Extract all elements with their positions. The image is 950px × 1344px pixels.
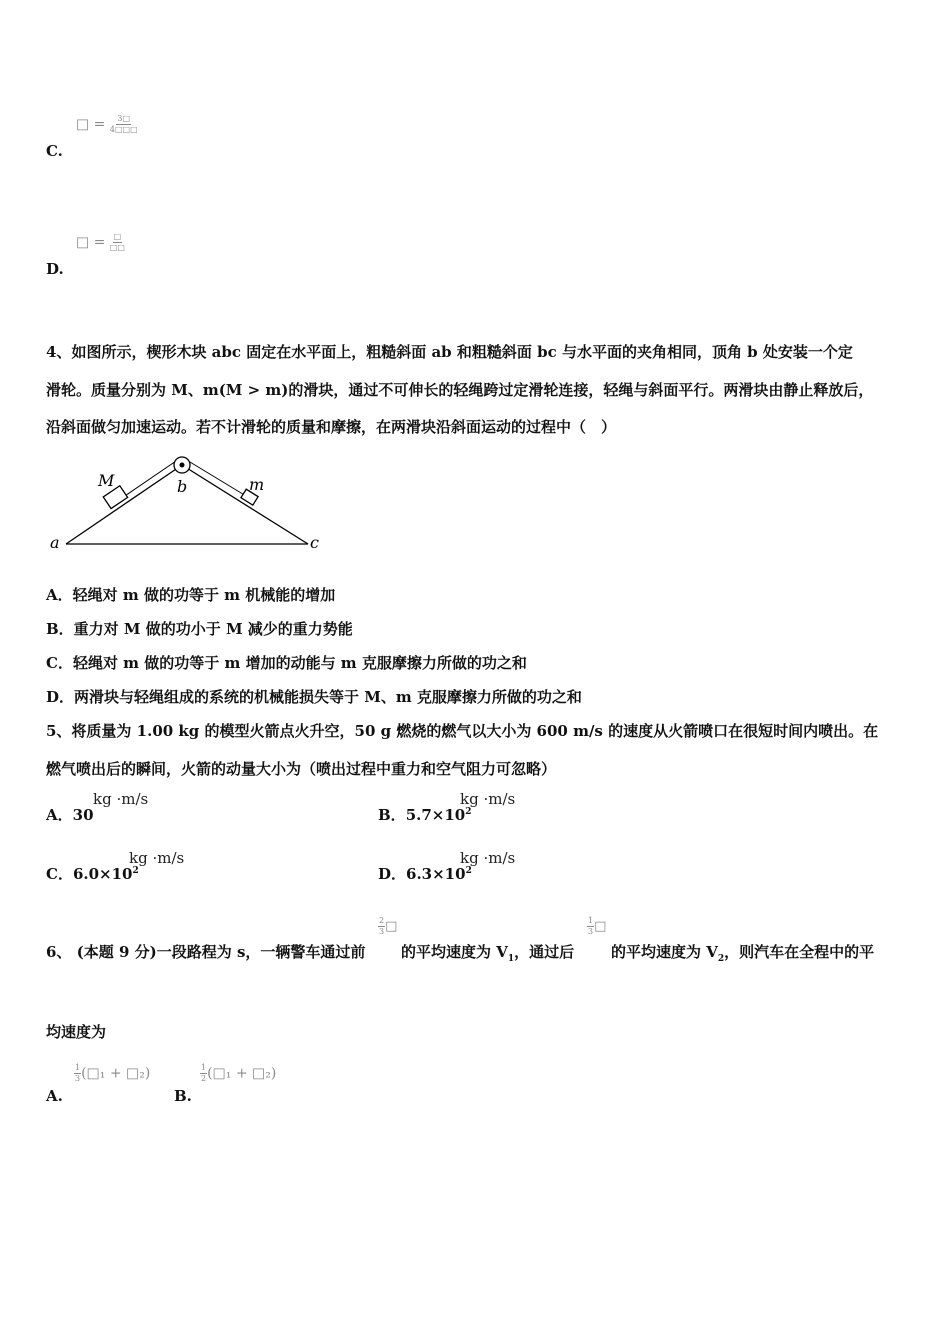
q6-stem-line2: 均速度为 xyxy=(46,1023,107,1041)
slope-bc xyxy=(182,465,308,544)
label-M: M xyxy=(98,471,115,490)
label-m: m xyxy=(249,475,265,494)
q5-stem-line1: 5、将质量为 1.00 kg 的模型火箭点火升空，50 g 燃烧的燃气以大小为 600 m/s 的速度从火箭喷口在很短时间内喷出。在 xyxy=(46,722,879,740)
q6-optA-formula: $\frac{1}{3}$ (□₁ + □₂) xyxy=(75,1063,151,1083)
q4-option-b: B．重力对 M 做的功小于 M 减少的重力势能 xyxy=(46,620,353,638)
q5-option-a: A．30 xyxy=(46,806,94,824)
q5-option-d-unit: kg ·m/s xyxy=(460,849,516,867)
q4-stem-line3: 沿斜面做匀加速运动。若不计滑轮的质量和摩擦，在两滑块沿斜面运动的过程中（ ） xyxy=(46,418,617,436)
q6-stem-part2: 的平均速度为 $V_1$，通过后 xyxy=(401,943,575,964)
q4-option-a: A．轻绳对 m 做的功等于 m 机械能的增加 xyxy=(46,586,336,604)
label-b: b xyxy=(177,477,188,496)
q4-stem-line2: 滑轮。质量分别为 M、m(M > m)的滑块，通过不可伸长的轻绳跨过定滑轮连接，轻绳与斜面平行。两滑块由静止释放后， xyxy=(46,381,874,399)
q6-optB-formula: $\frac{1}{2}$ (□₁ + □₂) xyxy=(201,1063,277,1083)
q5-stem-line2: 燃气喷出后的瞬间，火箭的动量大小为（喷出过程中重力和空气阻力可忽略） xyxy=(46,760,557,778)
q3-optD-formula: □ = $\frac{□}{□□}$ xyxy=(76,232,125,252)
q6-optA-label: A. xyxy=(46,1087,63,1105)
q6-frac2: $\frac{1}{3}$ □ xyxy=(588,916,607,936)
q5-option-b-unit: kg ·m/s xyxy=(460,790,516,808)
q4-option-c: C．轻绳对 m 做的功等于 m 增加的动能与 m 克服摩擦力所做的功之和 xyxy=(46,654,527,672)
q6-frac1: $\frac{2}{3}$ □ xyxy=(379,916,398,936)
q5-option-d: D．$6.3\times 10^2$ xyxy=(378,865,472,883)
q3-optC-formula: □ = $\frac{3□}{4□□□}$ xyxy=(76,114,138,134)
label-a: a xyxy=(50,533,60,552)
q6-optB-label: B. xyxy=(174,1087,192,1105)
q4-stem-line1: 4、如图所示，楔形木块 abc 固定在水平面上，粗糙斜面 ab 和粗糙斜面 bc 与水平面的夹角相同，顶角 b 处安装一个定 xyxy=(46,343,853,361)
label-c: c xyxy=(310,533,319,552)
q6-stem-part3: 的平均速度为 $V_2$，则汽车在全程中的平 xyxy=(611,943,875,964)
wedge-figure xyxy=(46,452,336,557)
q5-option-a-unit: kg ·m/s xyxy=(93,790,149,808)
q5-option-c: C．$6.0\times 10^2$ xyxy=(46,865,139,883)
q4-option-d: D．两滑块与轻绳组成的系统的机械能损失等于 M、m 克服摩擦力所做的功之和 xyxy=(46,688,582,706)
q3-optC-label: C. xyxy=(46,142,63,160)
q5-option-b: B．$5.7\times 10^2$ xyxy=(378,806,472,824)
q6-stem-part1: 6、 (本题 9 分)一段路程为 s，一辆警车通过前 xyxy=(46,943,366,961)
q5-option-c-unit: kg ·m/s xyxy=(129,849,185,867)
slope-ab xyxy=(66,465,182,544)
q3-optD-label: D. xyxy=(46,260,64,278)
rope-right xyxy=(185,459,251,499)
